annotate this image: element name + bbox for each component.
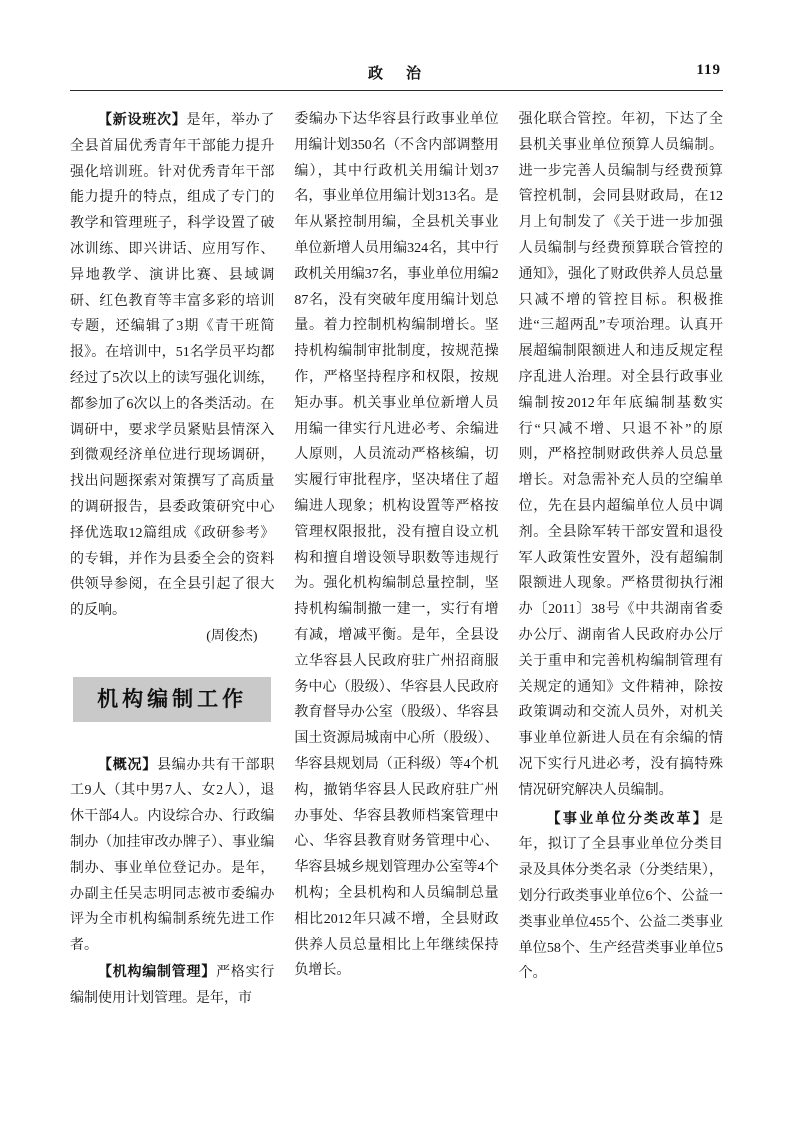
header-rule — [70, 90, 723, 91]
running-head — [70, 62, 723, 86]
entry-text: 是年，举办了全县首届优秀青年干部能力提升强化培训班。针对优秀青年干部能力提升的特点，组成了专门的教学和管理班子，科学设置了破冰训练、即兴讲话、应用写作、异地教学、演讲比赛、县域调研、红色教育等丰富多彩的培训专题，还编辑了3期《青干班简报》。在培训中，51名学员平均都经过了5次以上的读写强化训练，都参加了6次以上的各类活动。在调研中，要求学员紧贴县情深入到微观经济单位进行现场调研，找出问题探索对策撰写了高质量的调研报告，县委政策研究中心择优选取12篇组成《政研参考》的专辑，并作为县委全会的资料供领导参阅，在全县引起了很大的反响。 — [70, 113, 275, 619]
entry-org-management-continued: 委编办下达华容县行政事业单位用编计划350名（不含内部调整用编），其中行政机关用编计划37名，事业单位用编计划313名。是年从紧控制用编，全县机关事业单位新增人员用编324名，其中行政机关用编37名，事业单位用编287名，没有突破年度用编计划总量。着力控制机构编制增长。坚持机构编制审批制度，按规范操作，严格坚持程序和权限，按规矩办事。机关事业单位新增人员用编一律实行凡进必考、余编进人原则，人员流动严格核编，切实履行审批程序，坚决堵住了超编进人现象；机构设置等严格按管理权限报批，没有擅自设立机构和擅自增设领导职数等违规行为。强化机构编制总量控制，坚持机构编制撤一建一，实行有增有减，增减平衡。是年，全县设立华容县人民政府驻广州招商服务中心（股级）、华容县人民政府教育督导办公室（股级）、华容县国土资源局城南中心所（股级）、华容县规划局（正科级）等4个机构，撤销华容县人民政府驻广州办事处、华容县教师档案管理中心、华容县教育财务管理中心、华容县城乡规划管理办公室等4个机构；全县机构和人员编制总量相比2012年只减不增，全县财政供养人员总量相比上年继续保持负增长。 — [294, 112, 499, 979]
entry-text: 严格实行编制使用计划管理。是年，市 — [70, 964, 275, 1006]
column-left — [70, 107, 274, 1012]
entry-label: 【概况】 — [98, 755, 158, 772]
entry-label: 【新设班次】 — [98, 111, 187, 127]
entry-new-classes — [70, 107, 274, 624]
column-right — [519, 107, 723, 1012]
entry-label: 【事业单位分类改革】 — [546, 809, 709, 826]
entry-org-management-continued-2: 强化联合管控。年初，下达了全县机关事业单位预算人员编制。进一步完善人员编制与经费预算管控机制，会同县财政局，在12月上旬制发了《关于进一步加强人员编制与经费预算联合管控的通知》，强化了财政供养人员总量只减不增的管控目标。积极推进“三超两乱”专项治理。认真开展超编制限额进人和违反规定程序乱进人治理。对全县行政事业编制按2012年年底编制基数实行“只减不增、只退不补”的原则，严格控制财政供养人员总量增长。对急需补充人员的空编单位，先在县内超编单位人员中调剂。全县除军转干部安置和退役军人政策性安置外，没有超编制限额进人现象。严格贯彻执行湘办〔2011〕38号《中共湖南省委办公厅、湖南省人民政府办公厅关于重申和完善机构编制管理有关规定的通知》文件精神，除按政策调动和交流人员外，对机关事业单位新进人员在有余编的情况下实行凡进必考，没有搞特殊情况研究解决人员编制。 — [518, 112, 723, 798]
entry-classification-reform — [519, 806, 723, 988]
entry-org-management — [70, 959, 274, 1012]
section-header: 机构编制工作 — [73, 677, 271, 722]
text-columns — [70, 107, 723, 1012]
entry-text: 是年，拟订了全县事业单位分类目录及具体分类名录（分类结果），划分行政类事业单位6个、公益一类事业单位455个、公益二类事业单位58个、生产经营类事业单位5个。 — [518, 811, 723, 982]
entry-overview — [70, 752, 274, 959]
column-middle — [294, 107, 498, 1012]
entry-label: 【机构编制管理】 — [98, 962, 217, 979]
page-title: 政 治 — [367, 66, 425, 82]
entry-text: 县编办共有干部职工9人（其中男7人、女2人），退休干部4人。内设综合办、行政编制办（加挂审改办牌子）、事业编制办、事业单位登记办。是年，办副主任吴志明同志被市委编办评为全市机构编制系统先进工作者。 — [70, 757, 275, 954]
author-signature: (周俊杰) — [206, 628, 258, 644]
page-number: 119 — [696, 62, 721, 78]
